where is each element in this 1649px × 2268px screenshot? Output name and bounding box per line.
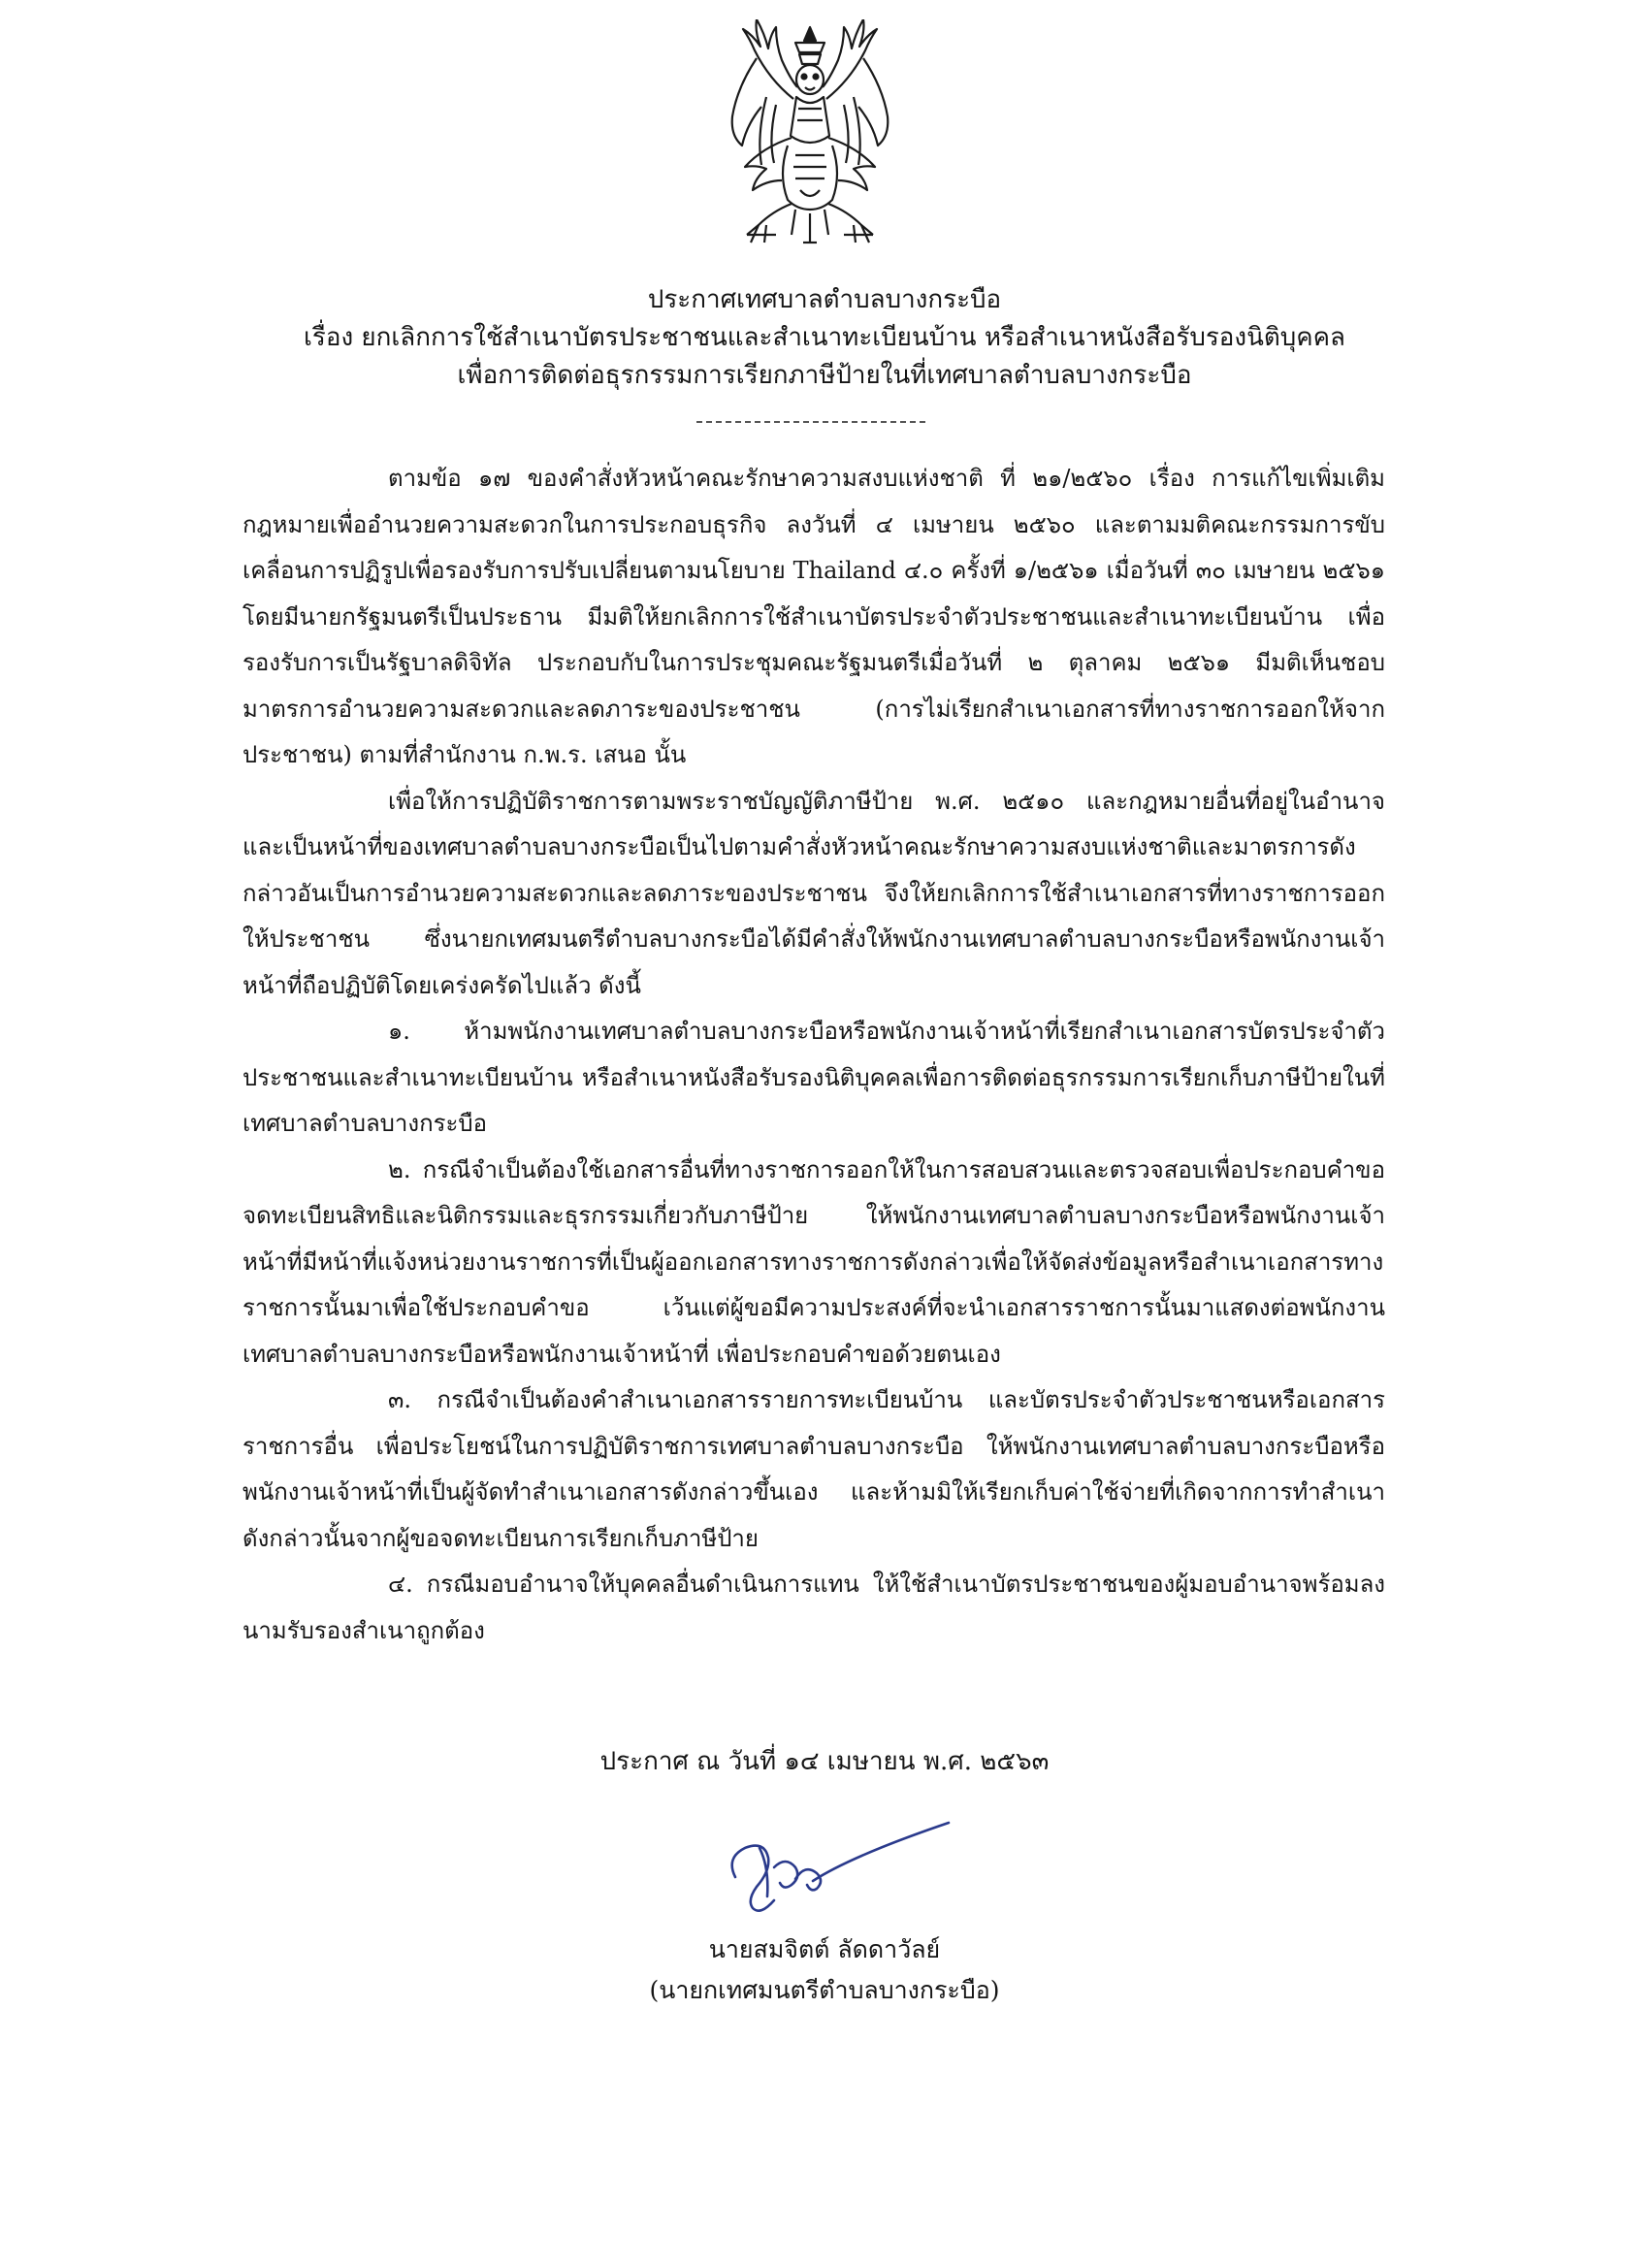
subject-line: เรื่อง ยกเลิกการใช้สำเนาบัตรประชาชนและสำเนาทะเบียนบ้าน หรือสำเนาหนังสือรับรองนิติบุคคล xyxy=(304,323,1345,352)
paragraph-directive: เพื่อให้การปฏิบัติราชการตามพระราชบัญญัติภาษีป้าย พ.ศ. ๒๕๑๐ และกฎหมายอื่นที่อยู่ในอำนาจ และเป็นหน้าที่ของเทศบาลตำบลบางกระบือเป็นไปตามคำสั่งหัวหน้าคณะรักษาความสงบแห่งชาติและมาตรการดังกล่าวอันเป็นการอำนวยความสะดวกและลดภาระของประชาชน จึงให้ยกเลิกการใช้สำเนาเอกสารที่ทางราชการออกให้ประชาชน ซึ่งนายกเทศมนตรีตำบลบางกระบือได้มีคำสั่งให้พนักงานเทศบาลตำบลบางกระบือหรือพนักงานเจ้าหน้าที่ถือปฏิบัติโดยเคร่งครัดไปแล้ว ดังนี้ xyxy=(242,787,1385,999)
clause-3: ๓. กรณีจำเป็นต้องคำสำเนาเอกสารรายการทะเบียนบ้าน และบัตรประจำตัวประชาชนหรือเอกสารราชการอื่น เพื่อประโยชน์ในการปฏิบัติราชการเทศบาลตำบลบางกระบือ ให้พนักงานเทศบาลตำบลบางกระบือหรือพนักงานเจ้าหน้าที่เป็นผู้จัดทำสำเนาเอกสารดังกล่าวขึ้นเอง และห้ามมิให้เรียกเก็บค่าใช้จ่ายที่เกิดจากการทำสำเนาดังกล่าวนั้นจากผู้ขอจดทะเบียนการเรียกเก็บภาษีป้าย xyxy=(242,1386,1385,1552)
paragraph-background: ตามข้อ ๑๗ ของคำสั่งหัวหน้าคณะรักษาความสงบแห่งชาติ ที่ ๒๑/๒๕๖๐ เรื่อง การแก้ไขเพิ่มเติมกฎหมายเพื่ออำนวยความสะดวกในการประกอบธุรกิจ ลงวันที่ ๔ เมษายน ๒๕๖๐ และตามมติคณะกรรมการขับเคลื่อนการปฏิรูปเพื่อรองรับการปรับเปลี่ยนตามนโยบาย Thailand ๔.๐ ครั้งที่ ๑/๒๕๖๑ เมื่อวันที่ ๓๐ เมษายน ๒๕๖๑ โดยมีนายกรัฐมนตรีเป็นประธาน มีมติให้ยกเลิกการใช้สำเนาบัตรประจำตัวประชาชนและสำเนาทะเบียนบ้าน เพื่อรองรับการเป็นรัฐบาลดิจิทัล ประกอบกับในการประชุมคณะรัฐมนตรีเมื่อวันที่ ๒ ตุลาคม ๒๕๖๑ มีมติเห็นชอบมาตรการอำนวยความสะดวกและลดภาระของประชาชน (การไม่เรียกสำเนาเอกสารที่ทางราชการออกให้จากประชาชน) ตามที่สำนักงาน ก.พ.ร. เสนอ นั้น xyxy=(242,465,1385,768)
announcement-date: ประกาศ ณ วันที่ ๑๔ เมษายน พ.ศ. ๒๕๖๓ xyxy=(599,1747,1050,1776)
signer-position: (นายกเทศมนตรีตำบลบางกระบือ) xyxy=(649,1976,1000,2004)
announcement-header xyxy=(233,281,1416,395)
handwritten-signature-icon xyxy=(706,1819,958,1926)
clause-4: ๔. กรณีมอบอำนาจให้บุคคลอื่นดำเนินการแทน ให้ใช้สำเนาบัตรประชาชนของผู้มอบอำนาจพร้อมลงนามรับรองสำเนาถูกต้อง xyxy=(242,1571,1385,1644)
announcement-body xyxy=(242,456,1385,1654)
signer-name: นายสมจิตต์ ลัดดาวัลย์ xyxy=(708,1935,941,1963)
clause-1: ๑. ห้ามพนักงานเทศบาลตำบลบางกระบือหรือพนักงานเจ้าหน้าที่เรียกสำเนาเอกสารบัตรประจำตัวประชาชนและสำเนาทะเบียนบ้าน หรือสำเนาหนังสือรับรองนิติบุคคลเพื่อการติดต่อธุรกรรมการเรียกเก็บภาษีป้ายในที่เทศบาลตำบลบางกระบือ xyxy=(242,1018,1385,1137)
header-divider xyxy=(696,421,925,423)
subject-continuation: เพื่อการติดต่อธุรกรรมการเรียกภาษีป้ายในที่เทศบาลตำบลบางกระบือ xyxy=(457,361,1192,390)
garuda-emblem-icon xyxy=(698,19,922,262)
issuer-title: ประกาศเทศบาลตำบลบางกระบือ xyxy=(647,285,1002,314)
clause-2: ๒. กรณีจำเป็นต้องใช้เอกสารอื่นที่ทางราชการออกให้ในการสอบสวนและตรวจสอบเพื่อประกอบคำขอจดทะเบียนสิทธิและนิติกรรมและธุรกรรมเกี่ยวกับภาษีป้าย ให้พนักงานเทศบาลตำบลบางกระบือหรือพนักงานเจ้าหน้าที่มีหน้าที่แจ้งหน่วยงานราชการที่เป็นผู้ออกเอกสารทางราชการดังกล่าวเพื่อให้จัดส่งข้อมูลหรือสำเนาเอกสารทางราชการนั้นมาเพื่อใช้ประกอบคำขอ เว้นแต่ผู้ขอมีความประสงค์ที่จะนำเอกสารราชการนั้นมาแสดงต่อพนักงานเทศบาลตำบลบางกระบือหรือพนักงานเจ้าหน้าที่ เพื่อประกอบคำขอด้วยตนเอง xyxy=(242,1155,1385,1368)
